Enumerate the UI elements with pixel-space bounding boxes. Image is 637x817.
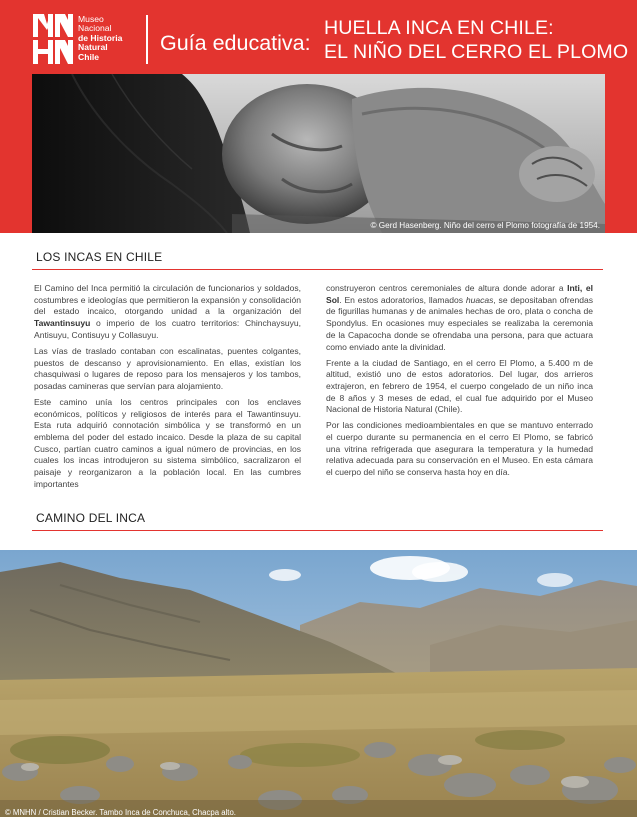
- body-paragraph: [34, 346, 301, 393]
- guide-label: Guía educativa:: [160, 31, 311, 55]
- body-paragraph: [326, 283, 593, 353]
- italic-term: huacas: [465, 294, 494, 305]
- text-run: . En estos adoratorios, llamados: [339, 294, 466, 305]
- mnhn-logo-mark: [33, 14, 73, 64]
- emphasis-term: Inti, el Sol: [326, 283, 593, 305]
- hero-photo-caption: © Gerd Hasenberg. Niño del cerro el Plomo fotografía de 1954.: [370, 221, 600, 230]
- section-rule: [32, 269, 603, 270]
- body-paragraph: [34, 397, 301, 491]
- museum-logo[interactable]: [33, 14, 122, 64]
- landscape-photo-caption: © MNHN / Cristian Becker. Tambo Inca de Conchuca, Chacpa alto.: [5, 808, 236, 817]
- hero-photo: [32, 74, 605, 233]
- document-title-line-1: HUELLA INCA EN CHILE:: [324, 17, 554, 39]
- text-run: Este camino unía los centros principales con los enclaves económicos, políticos y religiosos de interés para el Tawantinsuyu. Esta ruta adquirió connotación simbólica y se transformó en un emblema del poder del estado incaico. Desde la plaza de su capital Cusco, partían cuatro caminos a igual número de provincias, en los cuales los incas introdujeron su sistema simbólico, sacralizaron el paisaje y reorganizaron a la población local. En las cumbres importantes: [34, 396, 301, 489]
- logo-line: Natural: [78, 42, 108, 53]
- body-paragraph: [34, 283, 301, 342]
- logo-line: de Historia: [78, 32, 123, 43]
- text-run: El Camino del Inca permitió la circulación de funcionarios y soldados, costumbres e ideologías que permitieron la expansión y consolidación del estado incaico, otorgando unidad a la organización del: [34, 283, 301, 317]
- section-title-los-incas: LOS INCAS EN CHILE: [36, 250, 163, 264]
- document-title-line-2: EL NIÑO DEL CERRO EL PLOMO: [324, 41, 629, 63]
- logo-line: Chile: [78, 51, 100, 62]
- text-run: Por las condiciones medioambientales en que se mantuvo enterrado el cuerpo durante su permanencia en el cerro El Plomo, se fabricó una vitrina refrigerada que asegurara la temperatura y la humedad relativa adecuada para su conservación en el Museo. En esta cámara el cuerpo del niño se conserva hasta hoy en día.: [326, 420, 593, 478]
- body-paragraph: [326, 420, 593, 479]
- header-divider: [146, 15, 148, 64]
- text-column-left: [34, 283, 301, 495]
- section-rule: [32, 530, 603, 531]
- text-run: o imperio de los cuatro territorios: Chinchaysuyu, Antisuyu, Contisuyu y Collasuyu.: [34, 318, 301, 340]
- landscape-photo: [0, 550, 637, 817]
- emphasis-term: Tawantinsuyu: [34, 318, 91, 329]
- logo-line: Museo: [78, 14, 104, 24]
- text-column-right: [326, 283, 593, 483]
- text-run: Las vías de traslado contaban con escalinatas, puentes colgantes, puestos de descanso y aprovisionamiento. En ellas, existían los chasquiwasi o lugares de reposo para los mensajeros y los tambos, posadas camineras que servían para alojamiento.: [34, 345, 301, 391]
- section-title-camino-del-inca: CAMINO DEL INCA: [36, 511, 146, 525]
- text-run: , se depositaban ofrendas de figurillas humanas y de animales hechas de oro, plata o concha de Spondylus. En ocasiones muy especiales se realizaba la ceremonia de la Capacocha donde se ofrendaba una persona, para que actuara como enviado ante la divinidad.: [326, 294, 593, 352]
- body-paragraph: [326, 358, 593, 417]
- text-run: Frente a la ciudad de Santiago, en el cerro El Plomo, a 5.400 m de altitud, existió uno de estos adoratorios. Del lugar, dos arrieros extrajeron, en febrero de 1954, el cuerpo congelado de un niño inca de 8 años y 3 meses de edad, el cual fue adquirido por el Museo Nacional de Historia Natural (Chile).: [326, 357, 593, 415]
- logo-line: Nacional: [78, 23, 112, 34]
- logo-wordmark: [78, 15, 122, 64]
- text-run: construyeron centros ceremoniales de altura donde adorar a: [326, 283, 568, 293]
